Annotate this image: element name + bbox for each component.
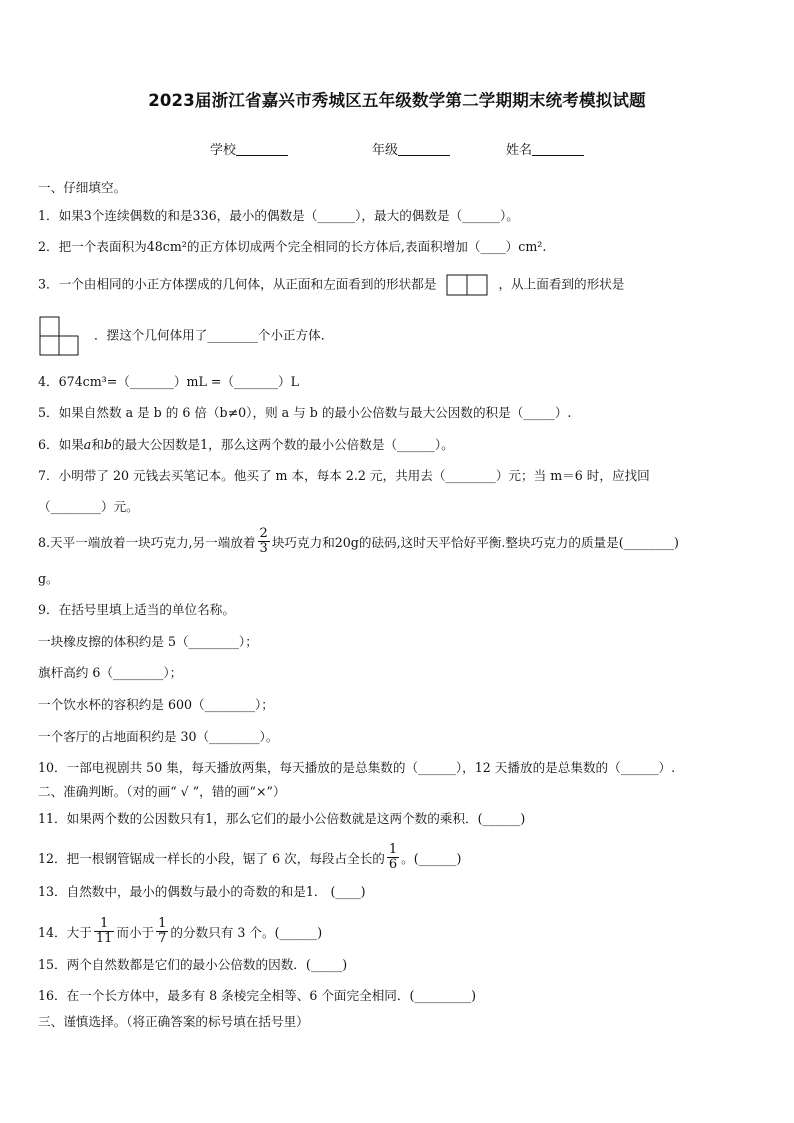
question-6-mid: 和 <box>91 437 104 452</box>
page-title: 2023届浙江省嘉兴市秀城区五年级数学第二学期期末统考模拟试题 <box>148 91 646 110</box>
variable-a: a <box>83 437 92 452</box>
question-3 <box>38 274 624 296</box>
question-4: 4．674cm³=（_______）mL =（_______）L <box>38 374 299 389</box>
fraction-numerator: 1 <box>388 842 398 857</box>
question-9-item-1: 一块橡皮擦的体积约是 5（________）； <box>38 634 258 649</box>
question-7: 7．小明带了 20 元钱去买笔记本。他买了 m 本，每本 2.2 元，共用去（________）元；当 m＝6 时，应找回 <box>38 468 650 483</box>
school-blank[interactable] <box>236 143 288 156</box>
fraction-one-sixth <box>387 843 399 872</box>
question-9: 9．在括号里填上适当的单位名称。 <box>38 602 235 617</box>
question-14-pre: 14．大于 <box>38 925 92 940</box>
name-blank[interactable] <box>532 143 584 156</box>
question-6-pre: 6．如果 <box>38 437 84 452</box>
question-9-item-3: 一个饮水杯的容积约是 600（________）； <box>38 697 274 712</box>
question-8-post: 块巧克力和20g的砝码,这时天平恰好平衡.整块巧克力的质量是(________) <box>271 535 679 550</box>
fraction-numerator: 1 <box>94 917 115 932</box>
question-7-continued: （________）元。 <box>38 499 139 514</box>
question-14-post: 的分数只有 3 个。(______) <box>170 925 323 940</box>
fraction-denominator: 3 <box>259 541 268 556</box>
grade-label: 年级 <box>372 143 399 158</box>
question-8-tail: g。 <box>38 571 59 586</box>
question-3-continued <box>38 316 333 356</box>
question-6 <box>38 437 454 453</box>
question-1: 1．如果3个连续偶数的和是336，最小的偶数是（______），最大的偶数是（______）。 <box>38 208 519 223</box>
question-9-item-2: 旗杆高约 6（________）； <box>38 665 183 680</box>
question-9-item-4: 一个客厅的占地面积约是 30（________）。 <box>38 729 279 744</box>
question-8-pre: 8.天平一端放着一块巧克力,另一端放着 <box>38 535 256 550</box>
question-3-text-c: ．摆这个几何体用了________个小正方体． <box>94 327 334 343</box>
question-8 <box>38 526 679 558</box>
grade-field <box>372 139 450 158</box>
grade-blank[interactable] <box>398 143 450 156</box>
question-16: 16．在一个长方体中，最多有 8 条棱完全相等、6 个面完全相同．(_________) <box>38 988 476 1003</box>
name-field <box>506 139 584 158</box>
question-2: 2．把一个表面积为48cm²的正方体切成两个完全相同的长方体后,表面积增加（____）cm². <box>38 239 547 254</box>
question-15: 15．两个自然数都是它们的最小公倍数的因数．(_____) <box>38 957 348 972</box>
section-1-heading: 一、仔细填空。 <box>38 180 127 195</box>
fraction-one-eleventh <box>94 917 115 946</box>
question-14 <box>38 916 323 948</box>
fraction-numerator: 2 <box>259 526 268 541</box>
fraction-denominator: 7 <box>158 931 167 946</box>
fraction-one-seventh <box>156 917 168 946</box>
variable-b: b <box>103 437 112 452</box>
school-label: 学校 <box>210 143 237 158</box>
question-11: 11．如果两个数的公因数只有1，那么它们的最小公倍数就是这两个数的乘积．(______) <box>38 811 526 826</box>
school-field <box>210 139 288 158</box>
section-3-heading: 三、谨慎选择。（将正确答案的标号填在括号里） <box>38 1014 309 1029</box>
question-14-mid: 而小于 <box>116 925 155 940</box>
question-3-text-b: ，从上面看到的形状是 <box>498 276 625 292</box>
question-13: 13．自然数中，最小的偶数与最小的奇数的和是1． (____) <box>38 884 366 899</box>
fraction-denominator: 11 <box>95 931 113 946</box>
question-12-post: 。(______) <box>401 851 462 866</box>
top-view-shape <box>38 316 80 356</box>
name-label: 姓名 <box>506 143 533 158</box>
section-2-heading: 二、准确判断。（对的画“ √ ”，错的画“×”） <box>38 784 286 799</box>
question-10: 10．一部电视剧共 50 集，每天播放两集，每天播放的是总集数的（______），12 天播放的是总集数的（______）. <box>38 760 676 775</box>
fraction-denominator: 6 <box>388 857 398 872</box>
question-5: 5．如果自然数 a 是 b 的 6 倍（b≠0），则 a 与 b 的最小公倍数与最大公因数的积是（_____）. <box>38 405 572 420</box>
question-6-post: 的最大公因数是1，那么这两个数的最小公倍数是（______）。 <box>111 437 454 452</box>
question-3-text-a: 3．一个由相同的小正方体摆成的几何体，从正面和左面看到的形状都是 <box>38 276 437 292</box>
fraction-numerator: 1 <box>158 916 167 931</box>
front-view-shape <box>446 274 488 296</box>
fraction-two-thirds <box>258 527 270 556</box>
question-12 <box>38 842 462 874</box>
question-12-pre: 12．把一根钢管锯成一样长的小段，锯了 6 次，每段占全长的 <box>38 851 385 866</box>
